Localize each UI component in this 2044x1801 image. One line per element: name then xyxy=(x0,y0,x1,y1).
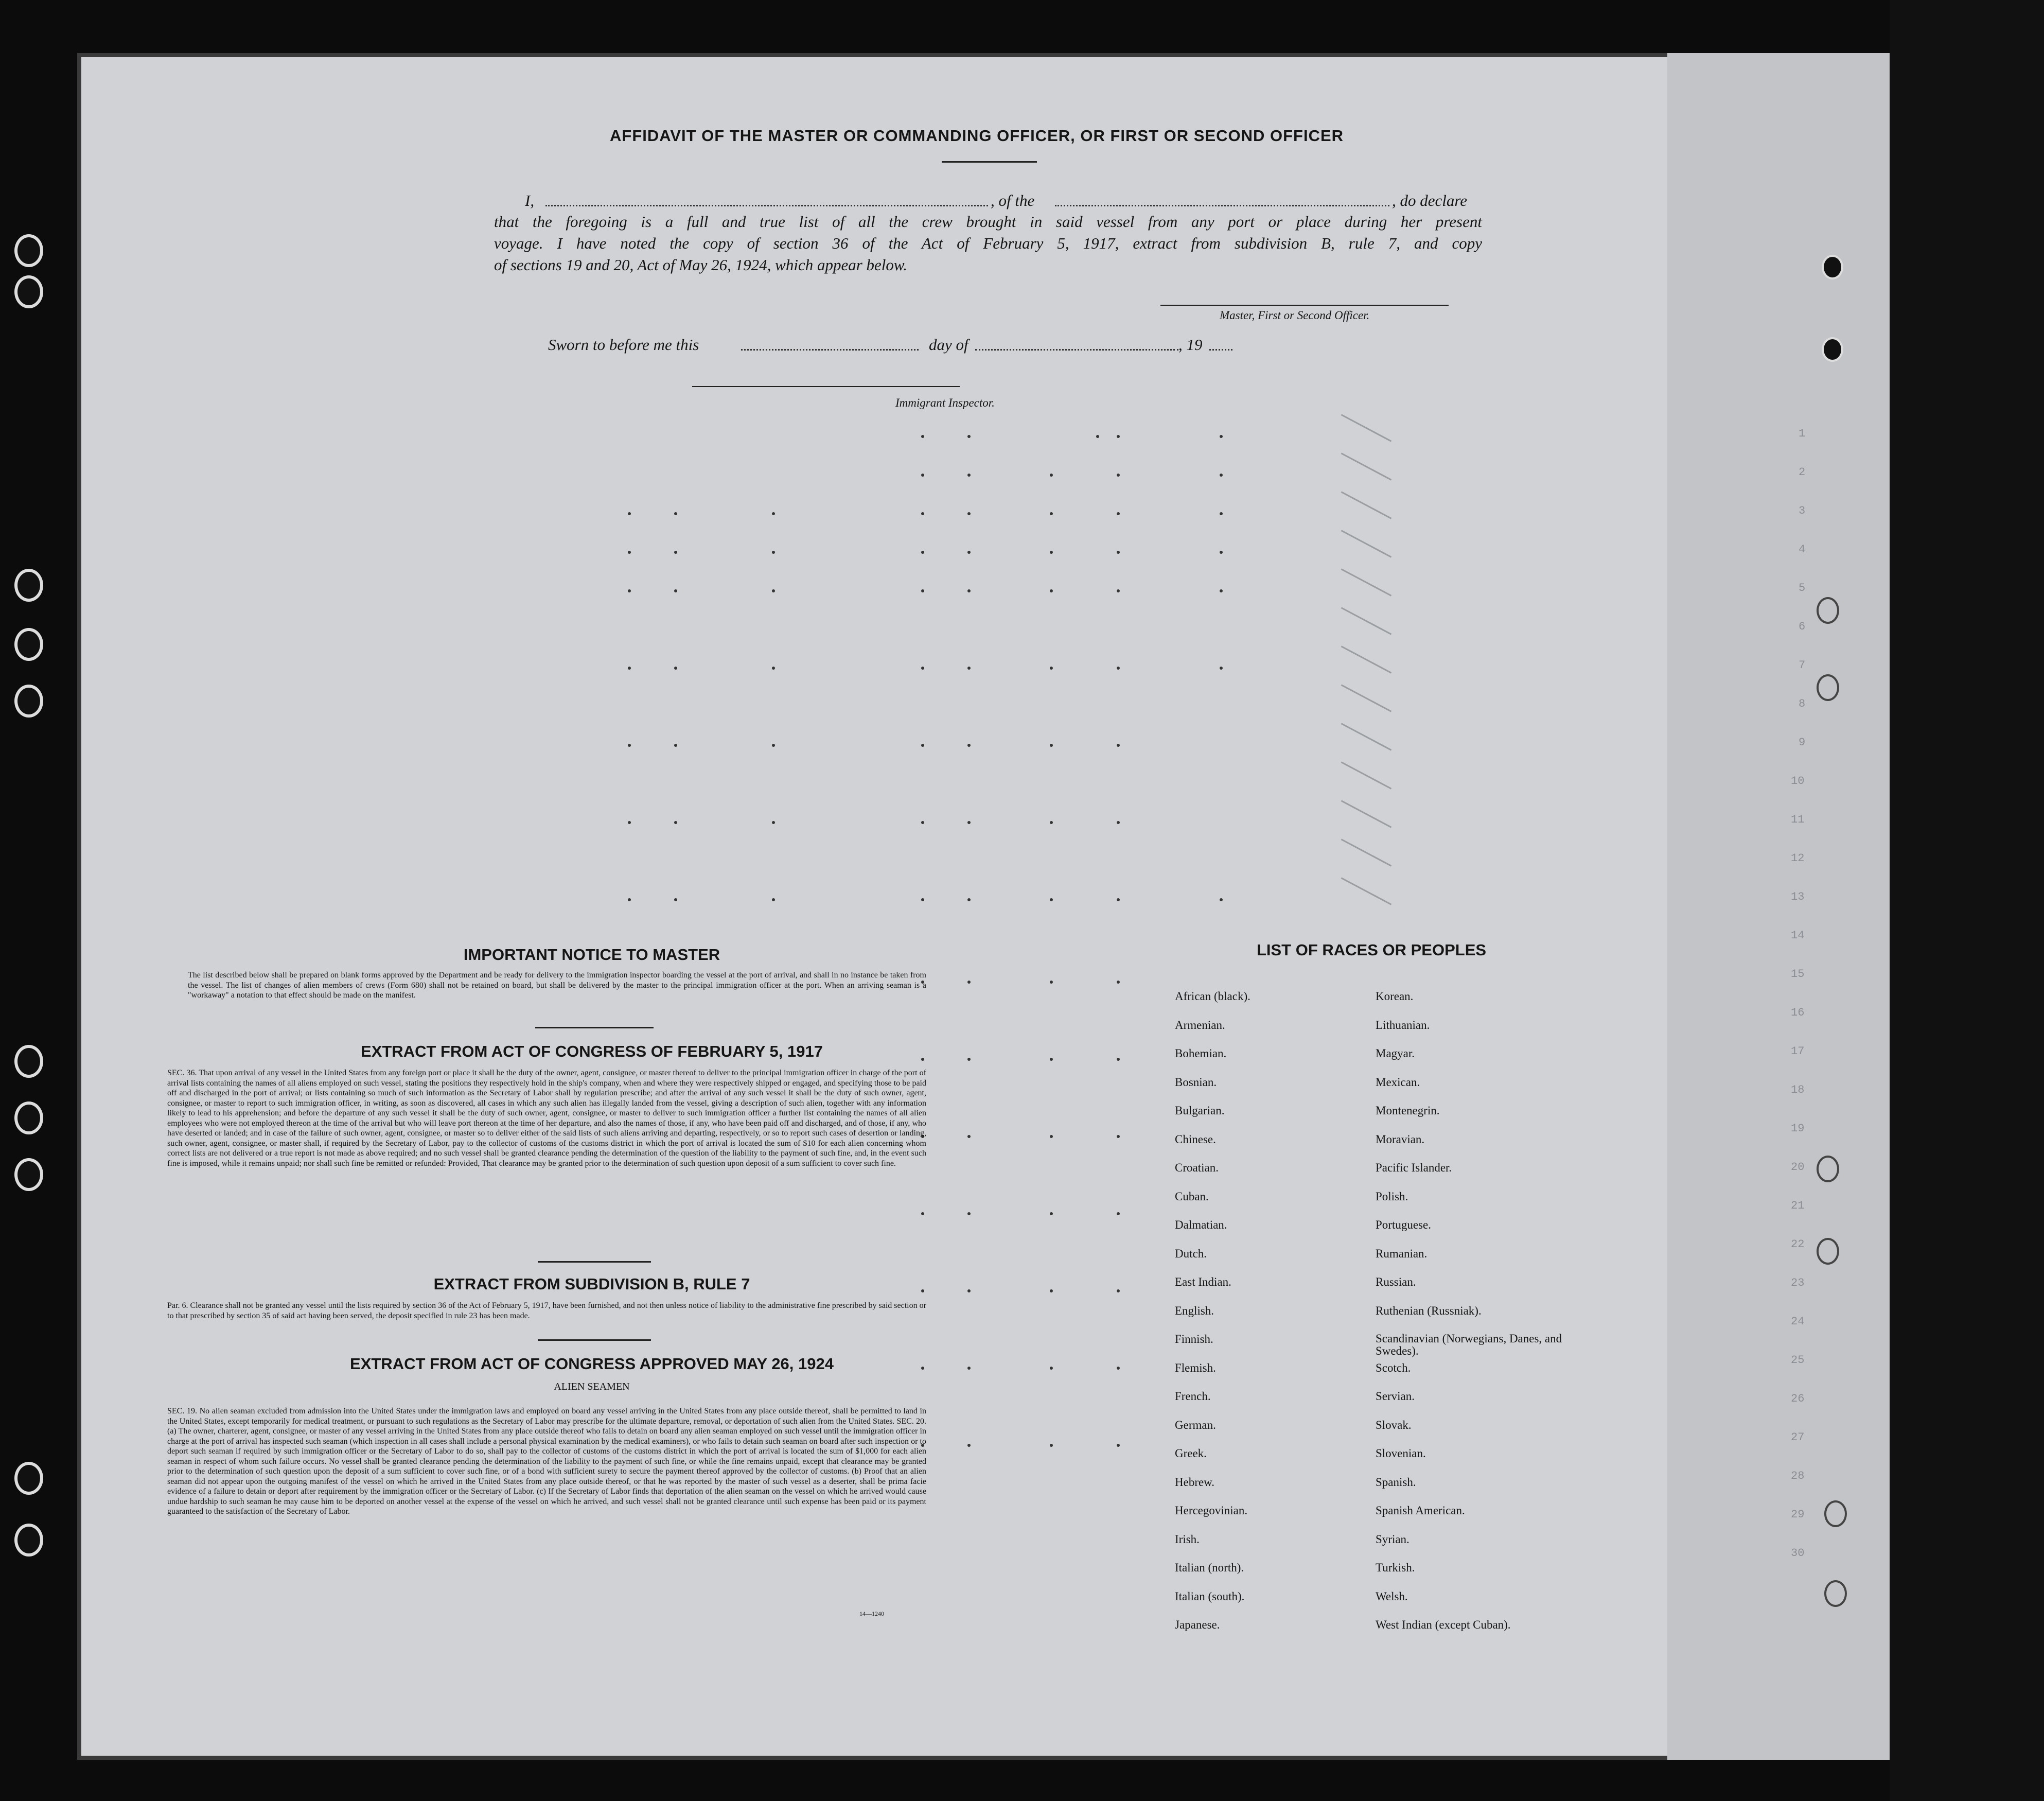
name-blank-field[interactable] xyxy=(545,205,988,206)
race-item: Montenegrin. xyxy=(1376,1104,1440,1117)
bleed-dot xyxy=(674,744,677,747)
day-of-label: day of xyxy=(929,336,968,354)
race-item: Chinese. xyxy=(1175,1132,1216,1146)
bleed-dot xyxy=(967,1212,971,1215)
sworn-day-field[interactable] xyxy=(741,349,919,351)
bleed-dot xyxy=(1050,1289,1053,1292)
bleed-dot xyxy=(1117,744,1120,747)
race-item: German. xyxy=(1175,1418,1216,1431)
extract-rule7-divider xyxy=(538,1339,651,1341)
extract-1917-title: EXTRACT FROM ACT OF CONGRESS OF FEBRUARY 5, 1917 xyxy=(361,1042,823,1060)
race-item: Magyar. xyxy=(1376,1047,1415,1060)
affidavit-line-4: of sections 19 and 20, Act of May 26, 1924, which appear below. xyxy=(494,256,908,274)
bleed-dot xyxy=(1050,981,1053,984)
race-item: Hercegovinian. xyxy=(1175,1504,1248,1517)
bleed-dot xyxy=(967,744,971,747)
race-item: West Indian (except Cuban). xyxy=(1376,1618,1511,1631)
race-item: Dutch. xyxy=(1175,1247,1207,1260)
punch-hole xyxy=(1822,255,1843,279)
bleed-row-number: 28 xyxy=(1791,1470,1805,1482)
bleed-dot xyxy=(674,512,677,515)
binder-ring xyxy=(1824,1580,1847,1607)
bleed-row-number: 22 xyxy=(1791,1238,1805,1251)
punch-hole xyxy=(14,1462,43,1495)
bleed-dot xyxy=(1117,1135,1120,1138)
extract-1924-subtitle: ALIEN SEAMEN xyxy=(554,1381,630,1392)
bleed-row-number: 18 xyxy=(1791,1083,1805,1096)
bleed-dot xyxy=(1117,551,1120,554)
notice-title: IMPORTANT NOTICE TO MASTER xyxy=(463,946,720,964)
notice-body: The list described below shall be prepared on blank forms approved by the Department and be ready for delivery to the immigration inspector boarding the vessel at the port of arrival, and shall in no instance be taken from the vessel. The list of changes of alien members of crews (Form 680) shall not be retained on board, but shall be delivered by the master to the principal immigration officer at the port. When an arriving seaman is a "workaway" a notation to that effect should be made on the manifest. xyxy=(188,971,926,1000)
binder-ring xyxy=(1817,1156,1839,1182)
punch-hole xyxy=(14,628,43,661)
notice-divider xyxy=(535,1027,654,1028)
affidavit-line-3: voyage. I have noted the copy of section 36 of the Act of February 5, 1917, extract from subdivision B, rule 7, and copy xyxy=(494,234,1482,252)
races-right-column xyxy=(1376,990,1581,1647)
race-item: Spanish American. xyxy=(1376,1504,1465,1517)
bleed-dot xyxy=(921,589,924,592)
bleed-row-number: 19 xyxy=(1791,1122,1805,1135)
bleed-dot xyxy=(772,744,775,747)
race-item: Lithuanian. xyxy=(1376,1018,1430,1031)
extract-1924-body: SEC. 19. No alien seaman excluded from admission into the United States under the immigration laws and employed on board any vessel arriving in the United States from any place outside thereof, shall be permitted to land in the United States, except temporarily for medical treatment, or pursuant to such regulations as the Secretary of Labor may prescribe for the ultimate departure, removal, or deportation of such alien from the United States. SEC. 20. (a) The owner, charterer, agent, consignee, or master of any vessel arriving in the United States from any place outside thereof who fails to detain on board any alien seaman employed on such vessel until the immigration officer in charge at the port of arrival has inspected such seaman (which inspection in all cases shall include a personal physical examination by the medical examiners), or who fails to detain such seaman on board after such inspection or to deport such seaman if required by such immigration officer or the Secretary of Labor to do so, shall pay to the collector of customs of the customs district in which the port of arrival is located the sum of $1,000 for each alien seaman in respect of whom such failure occurs. No vessel shall be granted clearance pending the determination of the liability to the payment of such fine, or while the fine remains unpaid, except that clearance may be granted prior to the determination of such question upon the deposit of a sum sufficient to cover such fine, or of a bond with sufficient surety to secure the payment thereof approved by the collector of customs. (b) Proof that an alien seaman did not appear upon the outgoing manifest of the vessel on which he arrived in the United States from any place outside thereof, or that he was reported by the master of such vessel as a deserter, shall be prima facie evidence of a failure to detain or deport after requirement by the immigration officer or the Secretary of Labor. (c) If the Secretary of Labor finds that deportation of the alien seaman on the vessel on which he arrived would cause undue hardship to such seaman he may cause him to be deported on another vessel at the expense of the vessel on which he arrived, and such vessel shall not be granted clearance until such expense has been paid or its payment guaranteed to the satisfaction of the Secretary of Labor. xyxy=(167,1407,926,1516)
bleed-dot xyxy=(1050,1367,1053,1370)
race-item: Scotch. xyxy=(1376,1361,1411,1374)
race-item: Bulgarian. xyxy=(1175,1104,1225,1117)
bleed-dot xyxy=(628,667,631,670)
bleed-dot xyxy=(1117,1058,1120,1061)
bleed-row-number: 3 xyxy=(1799,504,1806,517)
bleed-dot xyxy=(1050,1058,1053,1061)
bleed-dot xyxy=(967,1135,971,1138)
bleed-dot xyxy=(1220,667,1223,670)
bleed-dot xyxy=(674,589,677,592)
bleed-dot xyxy=(967,667,971,670)
race-item: Pacific Islander. xyxy=(1376,1161,1452,1174)
bleed-dot xyxy=(967,589,971,592)
punch-hole xyxy=(14,1045,43,1078)
race-item: Croatian. xyxy=(1175,1161,1219,1174)
binder-ring xyxy=(1824,1500,1847,1527)
race-item: East Indian. xyxy=(1175,1275,1231,1288)
bleed-dot xyxy=(921,898,924,901)
bleed-row-number: 20 xyxy=(1791,1161,1805,1174)
bleed-dot xyxy=(967,512,971,515)
bleed-dot xyxy=(674,821,677,824)
race-item: Mexican. xyxy=(1376,1075,1420,1089)
inspector-signature-line[interactable] xyxy=(692,386,960,387)
race-item: Moravian. xyxy=(1376,1132,1425,1146)
bleed-dot xyxy=(967,1444,971,1447)
bleed-dot xyxy=(628,744,631,747)
bleed-row-number: 21 xyxy=(1791,1199,1805,1212)
bleed-dot xyxy=(628,512,631,515)
race-item: Scandinavian (Norwegians, Danes, and Swedes). xyxy=(1376,1332,1562,1357)
master-signature-label: Master, First or Second Officer. xyxy=(1220,309,1370,322)
bleed-dot xyxy=(772,898,775,901)
bleed-dot xyxy=(1050,744,1053,747)
bleed-dot xyxy=(1050,1135,1053,1138)
bleed-row-number: 24 xyxy=(1791,1315,1805,1328)
binder-ring xyxy=(1817,674,1839,701)
bleed-dot xyxy=(674,551,677,554)
bleed-dot xyxy=(1220,551,1223,554)
race-item: Slovak. xyxy=(1376,1418,1412,1431)
race-item: Portuguese. xyxy=(1376,1218,1431,1231)
bleed-dot xyxy=(1220,589,1223,592)
bleed-row-number: 25 xyxy=(1791,1354,1805,1367)
extract-1917-divider xyxy=(538,1261,651,1263)
master-signature-line[interactable] xyxy=(1160,305,1449,306)
race-item: Irish. xyxy=(1175,1532,1200,1546)
punch-hole xyxy=(14,685,43,718)
race-item: English. xyxy=(1175,1304,1214,1317)
bleed-through-column xyxy=(1667,53,1890,1760)
bleed-dot xyxy=(921,744,924,747)
bleed-dot xyxy=(1050,898,1053,901)
bleed-dot xyxy=(967,898,971,901)
bleed-dot xyxy=(772,551,775,554)
bleed-dot xyxy=(921,821,924,824)
bleed-dot xyxy=(921,551,924,554)
race-item: Slovenian. xyxy=(1376,1447,1426,1460)
sworn-year-field[interactable] xyxy=(1209,349,1232,351)
bleed-dot xyxy=(1117,1444,1120,1447)
race-item: French. xyxy=(1175,1390,1211,1403)
extract-rule7-body: Par. 6. Clearance shall not be granted any vessel until the lists required by section 36 of the Act of February 5, 1917, have been furnished, and not then unless notice of liability to the administrative fine prescribed by said section or to that prescribed by section 35 of said act having been served, the deposit specified in rule 23 has been made. xyxy=(167,1301,926,1320)
bleed-dot xyxy=(628,898,631,901)
binder-ring xyxy=(1817,1238,1839,1265)
punch-hole xyxy=(14,1524,43,1557)
bleed-dot xyxy=(967,474,971,477)
bleed-row-number: 30 xyxy=(1791,1547,1805,1560)
affidavit-line-2: that the foregoing is a full and true list of all the crew brought in said vessel from any port or place during her present xyxy=(494,213,1482,231)
bleed-dot xyxy=(1117,589,1120,592)
bleed-row-number: 9 xyxy=(1799,736,1806,749)
bleed-row-number: 27 xyxy=(1791,1431,1805,1444)
bleed-dot xyxy=(1220,474,1223,477)
race-item: Hebrew. xyxy=(1175,1475,1215,1489)
bleed-dot xyxy=(1117,435,1120,438)
bleed-dot xyxy=(1050,1444,1053,1447)
affidavit-declare: , do declare xyxy=(1392,191,1468,209)
bleed-row-number: 12 xyxy=(1791,852,1805,865)
punch-hole xyxy=(14,275,43,308)
race-item: Ruthenian (Russniak). xyxy=(1376,1304,1482,1317)
race-item: Syrian. xyxy=(1376,1532,1409,1546)
bleed-row-number: 6 xyxy=(1799,620,1806,633)
bleed-dot xyxy=(1117,1289,1120,1292)
race-item: Finnish. xyxy=(1175,1333,1213,1345)
bleed-dot xyxy=(1050,512,1053,515)
bleed-dot xyxy=(1050,1212,1053,1215)
punch-hole xyxy=(14,234,43,267)
bleed-dot xyxy=(967,981,971,984)
binder-ring xyxy=(1817,597,1839,624)
race-item: Japanese. xyxy=(1175,1618,1220,1631)
bleed-dot xyxy=(772,512,775,515)
bleed-row-number: 17 xyxy=(1791,1045,1805,1058)
race-item: Armenian. xyxy=(1175,1018,1225,1031)
bleed-dot xyxy=(628,551,631,554)
bleed-dot xyxy=(921,474,924,477)
title-underline xyxy=(942,161,1037,163)
races-title: LIST OF RACES OR PEOPLES xyxy=(1256,941,1487,959)
bleed-row-number: 4 xyxy=(1799,543,1806,556)
race-item: African (black). xyxy=(1175,990,1250,1003)
bleed-dot xyxy=(772,821,775,824)
bleed-row-number: 7 xyxy=(1799,659,1806,672)
races-left-column xyxy=(1175,990,1250,1647)
bleed-dot xyxy=(772,589,775,592)
affidavit-i: I, xyxy=(525,191,535,209)
extract-rule7-title: EXTRACT FROM SUBDIVISION B, RULE 7 xyxy=(433,1275,750,1293)
race-item: Dalmatian. xyxy=(1175,1218,1227,1231)
punch-hole xyxy=(14,1101,43,1134)
bleed-dot xyxy=(921,435,924,438)
race-item: Bosnian. xyxy=(1175,1075,1217,1089)
bleed-dot xyxy=(1117,1212,1120,1215)
bleed-dot xyxy=(1117,898,1120,901)
bleed-dot xyxy=(1050,474,1053,477)
bleed-dot xyxy=(1220,512,1223,515)
race-item: Spanish. xyxy=(1376,1475,1416,1489)
affidavit-title: AFFIDAVIT OF THE MASTER OR COMMANDING OFFICER, OR FIRST OR SECOND OFFICER xyxy=(610,127,1344,145)
bleed-dot xyxy=(921,1212,924,1215)
race-item: Cuban. xyxy=(1175,1190,1209,1203)
punch-hole xyxy=(1822,337,1843,362)
bleed-dot xyxy=(967,821,971,824)
bleed-dot xyxy=(628,821,631,824)
year-label: , 19 xyxy=(1178,336,1203,354)
bleed-dot xyxy=(674,898,677,901)
bleed-row-number: 10 xyxy=(1791,775,1805,788)
bleed-dot xyxy=(1117,667,1120,670)
extract-1917-body: SEC. 36. That upon arrival of any vessel in the United States from any foreign port or place it shall be the duty of the owner, agent, consignee, or master thereof to deliver to the principal immigration officer in charge of the port of arrival lists containing the names of all aliens employed on such vessel, stating the positions they respectively hold in the ship's company, when and where they were respectively shipped or engaged, and specifying those to be paid off and discharged in the port of arrival; or lists containing so much of such information as the Secretary of Labor shall by regulation prescribe; and after the arrival of any such vessel it shall be the duty of such owner, agent, consignee, or master to report to such immigration officer, in writing, as soon as discovered, all cases in which any such alien has illegally landed from the vessel, giving a description of such alien, together with any information likely to lead to his apprehension; and before the departure of any such vessel it shall be the duty of such owner, agent, consignee, or master to deliver to such immigration officer a further list containing the names of all alien employees who were not employed thereon at the time of the arrival but who will leave port thereon at the time of her departure, and also the names of those, if any, who have been paid off and discharged, and of those, if any, who have deserted or landed; and in case of the failure of such owner, agent, consignee, or master so to deliver either of the said lists of such aliens arriving and departing, respectively, or so to report such cases of desertion or landing, such owner, agent, consignee, or master shall, if required by the Secretary of Labor, pay to the collector of customs of the customs district in which the port of arrival is located the sum of $10 for each alien concerning whom correct lists are not delivered or a true report is not made as above required; and no such vessel shall be granted clearance pending the determination of the question of the liability to the payment of such fine, and, in the event such fine is imposed, while it remains unpaid; nor shall such fine be remitted or refunded: Provided, That clearance may be granted prior to the determination of such question upon deposit of a sum sufficient to cover such fine. xyxy=(167,1069,926,1168)
inspector-signature-label: Immigrant Inspector. xyxy=(895,396,995,409)
race-item: Greek. xyxy=(1175,1447,1207,1460)
race-item: Korean. xyxy=(1376,990,1414,1003)
bleed-row-number: 2 xyxy=(1799,466,1806,479)
race-item: Italian (north). xyxy=(1175,1561,1244,1574)
bleed-dot xyxy=(921,667,924,670)
bleed-row-number: 11 xyxy=(1791,813,1805,826)
bleed-row-number: 29 xyxy=(1791,1508,1805,1521)
bleed-row-number: 1 xyxy=(1799,427,1806,440)
bleed-dot xyxy=(1050,589,1053,592)
bleed-dot xyxy=(628,589,631,592)
bleed-dot xyxy=(674,667,677,670)
bleed-dot xyxy=(1220,898,1223,901)
race-item: Servian. xyxy=(1376,1390,1415,1403)
race-item: Flemish. xyxy=(1175,1361,1216,1374)
race-item: Turkish. xyxy=(1376,1561,1415,1574)
bleed-row-number: 16 xyxy=(1791,1006,1805,1019)
punch-hole xyxy=(14,569,43,602)
bleed-dot xyxy=(921,512,924,515)
race-item: Rumanian. xyxy=(1376,1247,1428,1260)
form-number: 14—1240 xyxy=(859,1610,884,1617)
bleed-row-number: 13 xyxy=(1791,890,1805,903)
bleed-row-number: 14 xyxy=(1791,929,1805,942)
bleed-dot xyxy=(1220,435,1223,438)
sworn-label: Sworn to before me this xyxy=(548,336,699,354)
bleed-row-number: 5 xyxy=(1799,582,1806,594)
race-item: Welsh. xyxy=(1376,1589,1408,1603)
bleed-dot xyxy=(1117,474,1120,477)
race-item: Polish. xyxy=(1376,1190,1408,1203)
bleed-dot xyxy=(967,435,971,438)
bleed-dot xyxy=(772,667,775,670)
bleed-row-number: 15 xyxy=(1791,968,1805,981)
bleed-dot xyxy=(1117,512,1120,515)
race-item: Italian (south). xyxy=(1175,1589,1245,1603)
bleed-row-number: 8 xyxy=(1799,697,1806,710)
bleed-dot xyxy=(1050,667,1053,670)
vessel-blank-field[interactable] xyxy=(1055,205,1389,206)
extract-1924-title: EXTRACT FROM ACT OF CONGRESS APPROVED MAY 26, 1924 xyxy=(350,1355,834,1373)
punch-hole xyxy=(14,1158,43,1191)
bleed-dot xyxy=(1050,821,1053,824)
bleed-dot xyxy=(1117,821,1120,824)
bleed-dot xyxy=(1096,435,1099,438)
race-item: Russian. xyxy=(1376,1275,1416,1288)
bleed-dot xyxy=(967,551,971,554)
bleed-dot xyxy=(1117,1367,1120,1370)
bleed-dot xyxy=(1117,981,1120,984)
background-edge xyxy=(1890,0,2044,1801)
bleed-row-number: 23 xyxy=(1791,1277,1805,1289)
affidavit-of-the: , of the xyxy=(991,191,1035,209)
race-item: Bohemian. xyxy=(1175,1047,1227,1060)
bleed-row-number: 26 xyxy=(1791,1392,1805,1405)
bleed-dot xyxy=(1050,551,1053,554)
sworn-month-field[interactable] xyxy=(975,349,1178,351)
